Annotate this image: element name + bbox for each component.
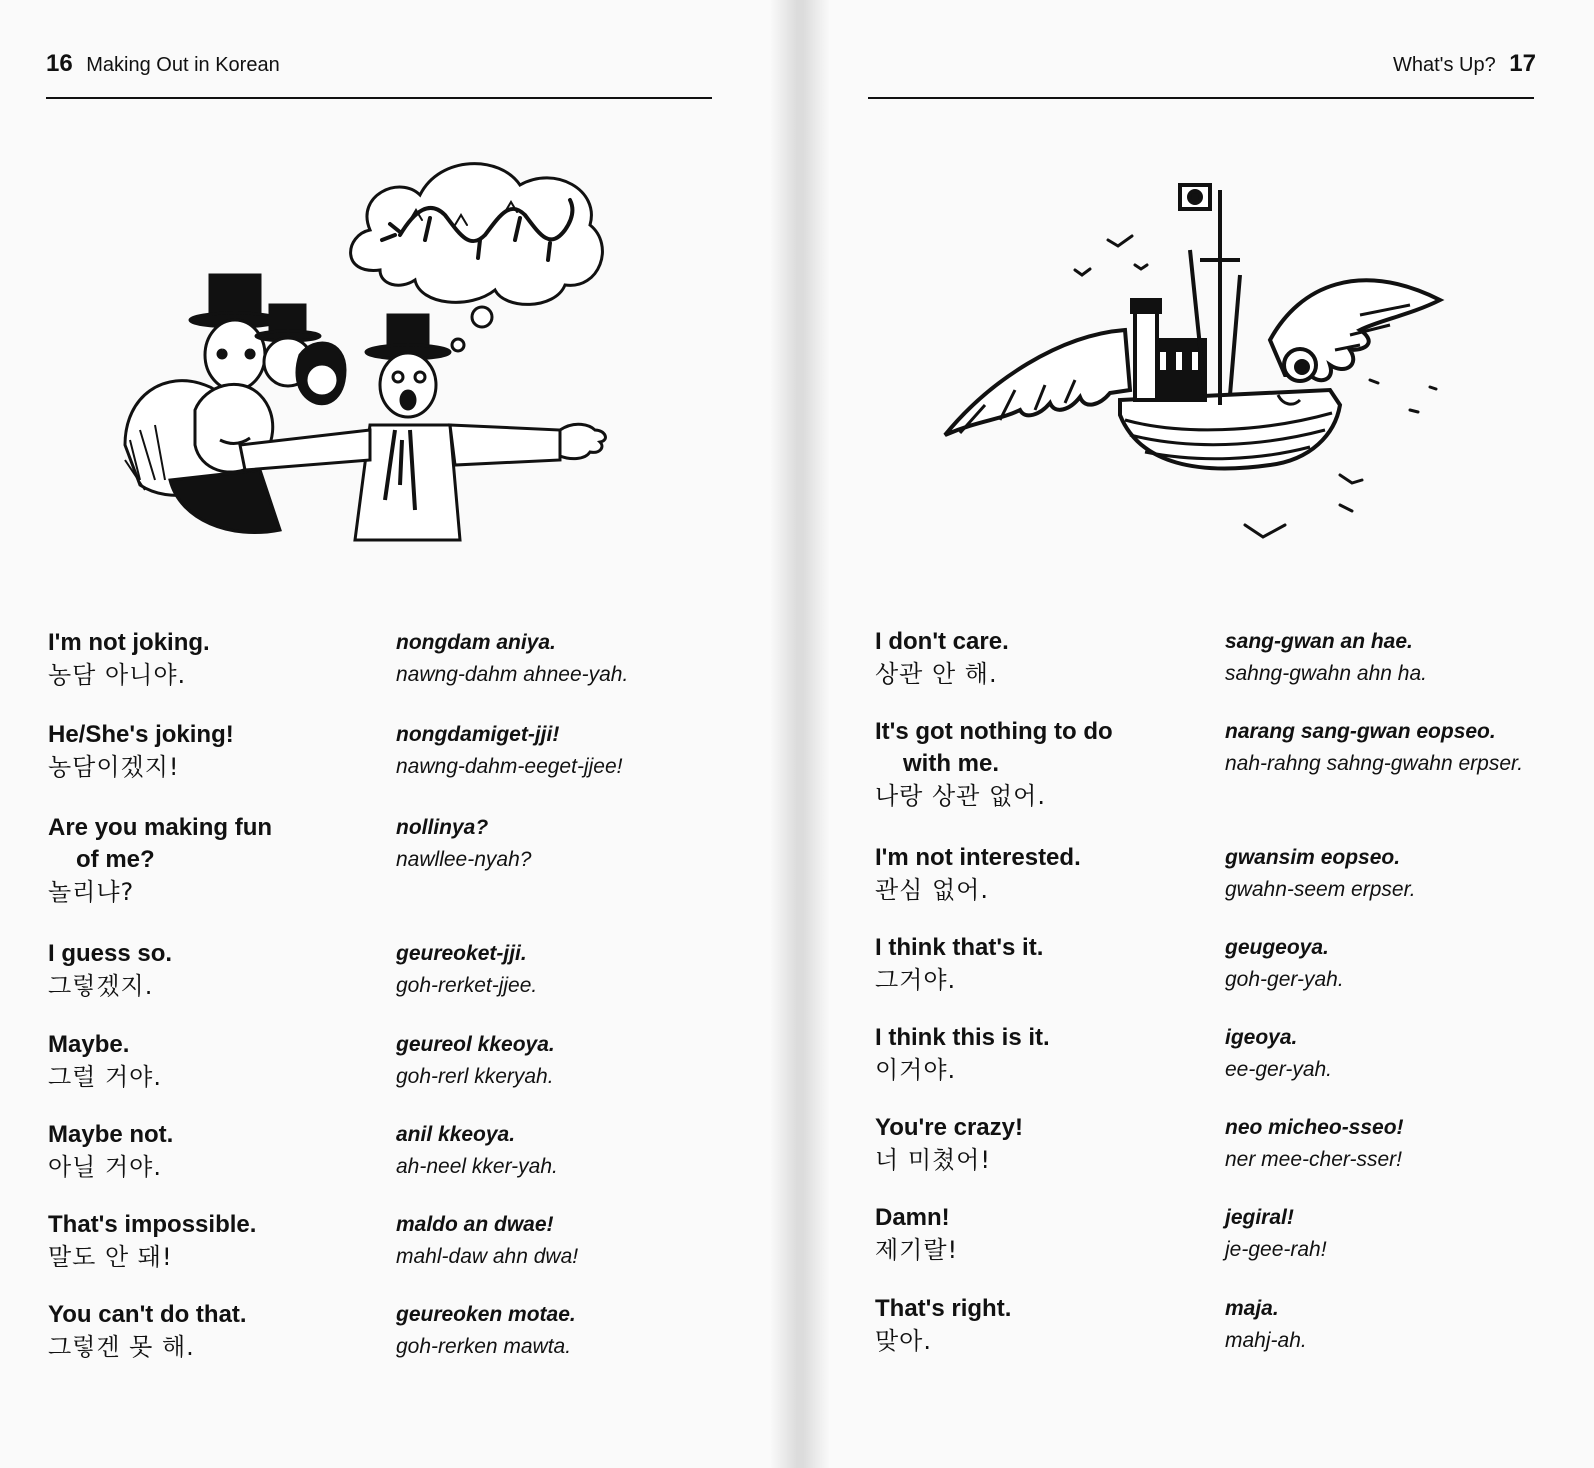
phrase-romanization: nongdam aniya. nawng-dahm ahnee-yah. <box>396 627 628 691</box>
phrase-english: Are you making fun of me? 놀리냐? <box>48 814 273 906</box>
phrase-korean: 그거야. <box>875 966 957 994</box>
phrase-korean: 농담 아니야. <box>48 661 187 689</box>
phrase-english: Maybe not. 아닐 거야. <box>48 1121 174 1181</box>
phrase-romanization: sang-gwan an hae. sahng-gwahn ahn ha. <box>1225 626 1427 690</box>
phrase-pronunciation: nawng-dahm ahnee-yah. <box>396 663 629 686</box>
phrase-english: He/She's joking! 농담이겠지! <box>48 721 234 781</box>
phrase-pronunciation: goh-rerken mawta. <box>396 1335 572 1358</box>
phrase-romanization: maldo an dwae! mahl-daw ahn dwa! <box>396 1209 578 1273</box>
phrase-korean: 너 미쳤어! <box>875 1146 991 1174</box>
left-running-head <box>46 50 280 78</box>
phrase-romanization: gwansim eopseo. gwahn-seem erpser. <box>1225 842 1416 906</box>
phrase-english: I think that's it. 그거야. <box>875 934 1044 994</box>
phrase-romanization: anil kkeoya. ah-neel kker-yah. <box>396 1119 558 1183</box>
phrase-pronunciation: nah-rahng sahng-gwahn erpser. <box>1225 752 1524 775</box>
phrase-korean: 제기랄! <box>875 1236 959 1264</box>
phrase-english: I'm not interested. 관심 없어. <box>875 844 1081 904</box>
phrase-korean: 그렇겠지. <box>48 972 154 1000</box>
left-header-rule <box>46 97 712 99</box>
winged-boat-illustration <box>940 165 1460 555</box>
phrase-korean: 놀리냐? <box>48 878 135 906</box>
phrase-romanization: geugeoya. goh-ger-yah. <box>1225 932 1344 996</box>
phrase-pronunciation: mahl-daw ahn dwa! <box>396 1245 579 1268</box>
phrase-english: I don't care. 상관 안 해. <box>875 628 1009 688</box>
right-page <box>800 0 1594 1468</box>
phrase-romanization: neo micheo-sseo! ner mee-cher-sser! <box>1225 1112 1404 1176</box>
phrase-pronunciation: goh-ger-yah. <box>1225 968 1344 991</box>
right-running-head <box>1393 50 1536 78</box>
phrase-korean: 나랑 상관 없어. <box>875 782 1046 810</box>
phrase-pronunciation: mahj-ah. <box>1225 1329 1307 1352</box>
phrase-pronunciation: goh-rerl kkeryah. <box>396 1065 554 1088</box>
phrase-romanization: nollinya? nawllee-nyah? <box>396 812 531 876</box>
phrase-romanization: maja. mahj-ah. <box>1225 1293 1307 1357</box>
phrase-pronunciation: sahng-gwahn ahn ha. <box>1225 662 1427 685</box>
phrase-english: Damn! 제기랄! <box>875 1204 959 1264</box>
right-page-number: 17 <box>1509 50 1536 77</box>
phrase-english: I guess so. 그렇겠지. <box>48 940 173 1000</box>
phrase-korean: 이거야. <box>875 1056 957 1084</box>
phrase-pronunciation: ee-ger-yah. <box>1225 1058 1333 1081</box>
phrase-pronunciation: nawng-dahm-eeget-jjee! <box>396 755 623 778</box>
phrase-english: That's impossible. 말도 안 돼! <box>48 1211 257 1271</box>
phrase-english: It's got nothing to do with me. 나랑 상관 없어. <box>875 718 1113 810</box>
phrase-english: I think this is it. 이거야. <box>875 1024 1050 1084</box>
phrase-english: I'm not joking. 농담 아니야. <box>48 629 210 689</box>
phrase-pronunciation: je-gee-rah! <box>1225 1238 1327 1261</box>
phrase-pronunciation: nawllee-nyah? <box>396 848 532 871</box>
phrase-korean: 상관 안 해. <box>875 660 998 688</box>
phrase-english: You can't do that. 그렇겐 못 해. <box>48 1301 247 1361</box>
phrase-romanization: geureoken motae. goh-rerken mawta. <box>396 1299 576 1363</box>
right-running-title: What's Up? <box>1392 54 1496 76</box>
phrase-korean: 맞아. <box>875 1327 932 1355</box>
phrase-romanization: geureoket-jji. goh-rerket-jjee. <box>396 938 537 1002</box>
phrase-romanization: nongdamiget-jji! nawng-dahm-eeget-jjee! <box>396 719 622 783</box>
phrase-korean: 그럴 거야. <box>48 1063 162 1091</box>
phrase-pronunciation: gwahn-seem erpser. <box>1225 878 1416 901</box>
phrase-romanization: igeoya. ee-ger-yah. <box>1225 1022 1332 1086</box>
crowd-icon <box>125 275 345 533</box>
phrase-romanization: jegiral! je-gee-rah! <box>1225 1202 1327 1266</box>
phrase-english: That's right. 맞아. <box>875 1295 1012 1355</box>
phrase-pronunciation: ah-neel kker-yah. <box>396 1155 558 1178</box>
left-running-title: Making Out in Korean <box>86 54 280 76</box>
phrase-korean: 말도 안 돼! <box>48 1243 173 1271</box>
right-header-rule <box>868 97 1534 99</box>
phrase-english: You're crazy! 너 미쳤어! <box>875 1114 1023 1174</box>
phrase-korean: 아닐 거야. <box>48 1153 162 1181</box>
book-gutter <box>770 0 830 1468</box>
phrase-romanization: geureol kkeoya. goh-rerl kkeryah. <box>396 1029 555 1093</box>
left-page-number: 16 <box>46 50 73 77</box>
people-and-dragon-dream-illustration <box>110 140 630 560</box>
phrase-korean: 그렇겐 못 해. <box>48 1333 195 1361</box>
phrase-korean: 관심 없어. <box>875 876 989 904</box>
phrase-english: Maybe. 그럴 거야. <box>48 1031 162 1091</box>
phrase-korean: 농담이겠지! <box>48 753 180 781</box>
phrase-romanization: narang sang-gwan eopseo. nah-rahng sahng-gwahn erpser. <box>1225 716 1523 780</box>
phrase-pronunciation: goh-rerket-jjee. <box>396 974 538 997</box>
phrase-pronunciation: ner mee-cher-sser! <box>1225 1148 1403 1171</box>
